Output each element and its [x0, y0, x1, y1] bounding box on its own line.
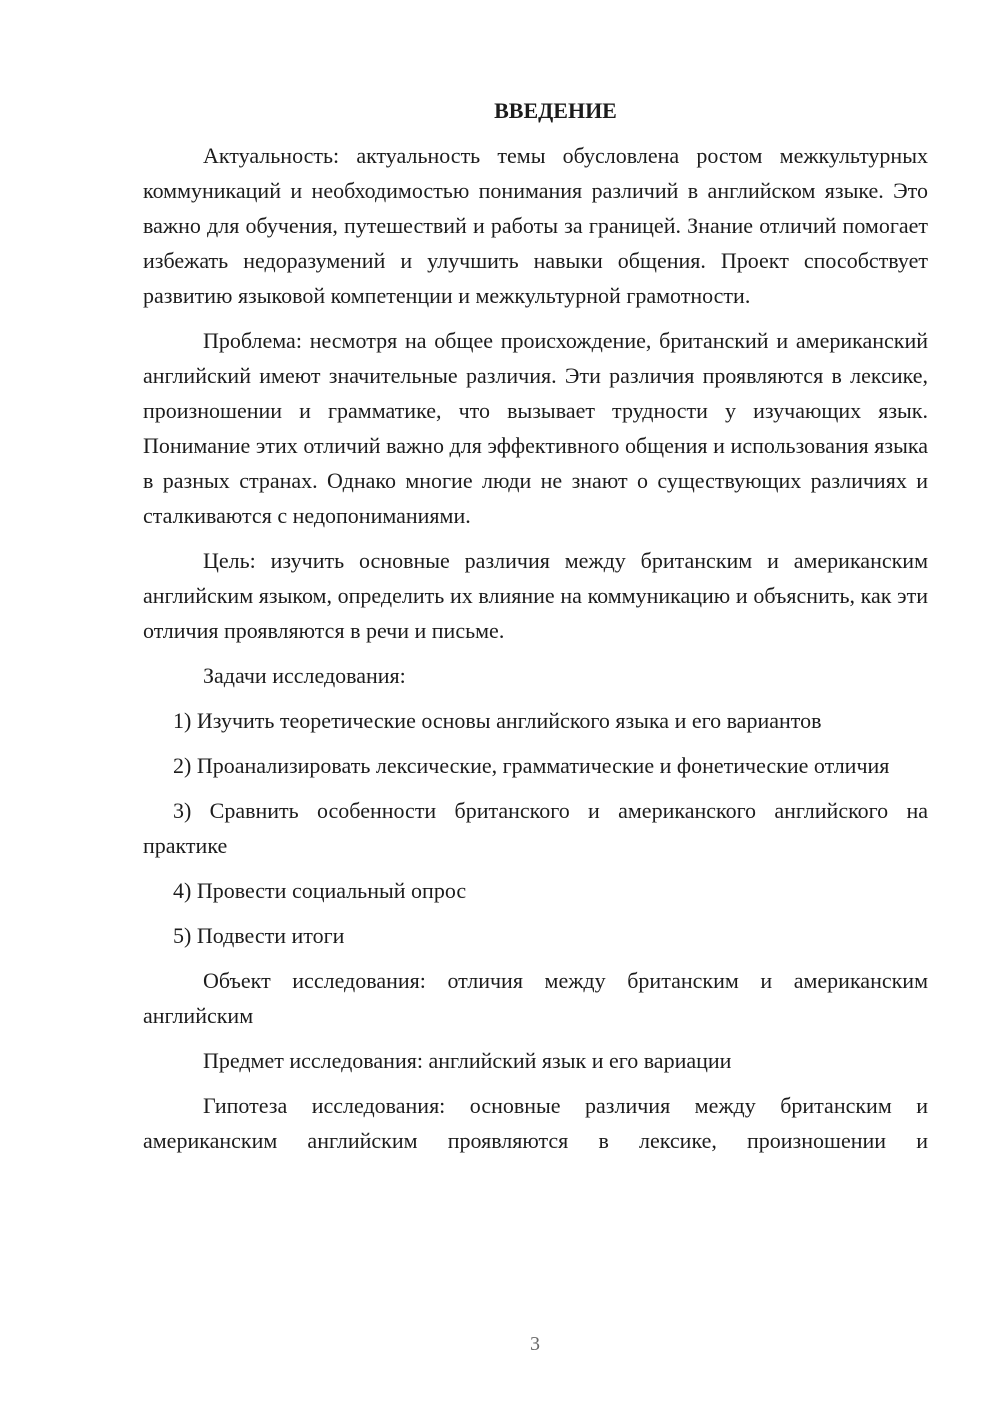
relevance-paragraph: Актуальность: актуальность темы обусловлена ростом межкультурных коммуникаций и необходимостью понимания различий в английском языке. Это важно для обучения, путешествий и работы за границей. Знание отличий помогает избежать недоразумений и улучшить навыки общения. Проект способствует развитию языковой компетенции и межкультурной грамотности.	[143, 143, 928, 308]
page-number: 3	[530, 1333, 540, 1355]
research-subject-paragraph: Предмет исследования: английский язык и его вариации	[203, 1048, 732, 1073]
page-title: ВВЕДЕНИЕ	[494, 98, 617, 123]
goal-paragraph: Цель: изучить основные различия между британским и американским английским языком, определить их влияние на коммуникацию и объяснить, как эти отличия проявляются в речи и письме.	[143, 548, 928, 643]
problem-paragraph: Проблема: несмотря на общее происхождение, британский и американский английский имеют значительные различия. Эти различия проявляются в лексике, произношении и грамматике, что вызывает трудности у изучающих язык. Понимание этих отличий важно для эффективного общения и использования языка в разных странах. Однако многие люди не знают о существующих различиях и сталкиваются с недопониманиями.	[143, 328, 928, 528]
task-item-2: 2) Проанализировать лексические, грамматические и фонетические отличия	[173, 753, 890, 778]
research-object-paragraph: Объект исследования: отличия между британским и американским английским	[143, 968, 928, 1028]
page-content	[143, 96, 928, 1158]
hypothesis-paragraph: Гипотеза исследования: основные различия между британским и американским английским проявляются в лексике, произношении и	[143, 1093, 928, 1153]
tasks-title: Задачи исследования:	[203, 663, 406, 688]
task-item-5: 5) Подвести итоги	[173, 923, 345, 948]
task-item-4: 4) Провести социальный опрос	[173, 878, 467, 903]
task-item-1: 1) Изучить теоретические основы английского языка и его вариантов	[173, 708, 822, 733]
task-item-3: 3) Сравнить особенности британского и американского английского на практике	[143, 798, 928, 858]
